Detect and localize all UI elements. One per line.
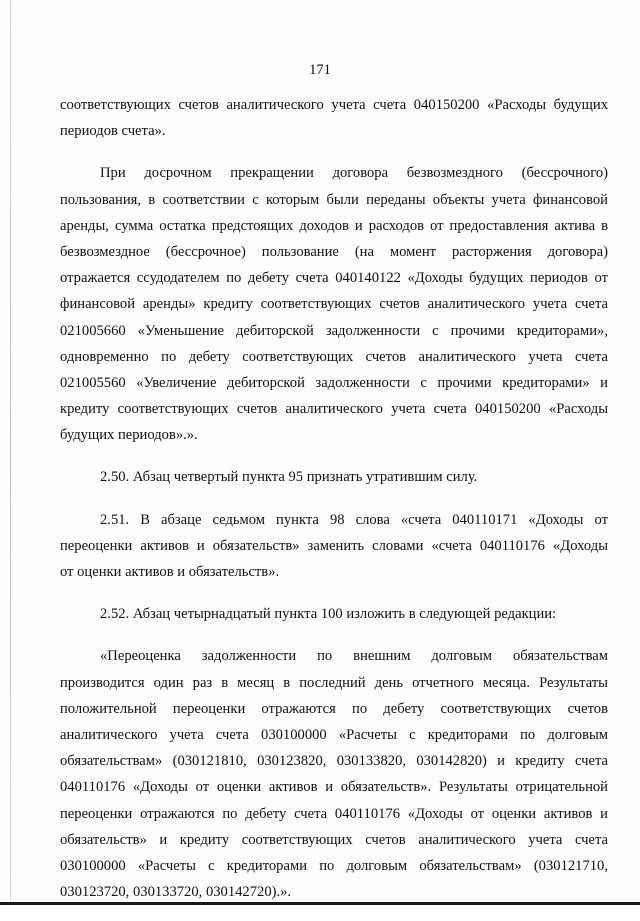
paragraph	[60, 160, 608, 448]
text-line: переоценки активов и обязательств» заменить словами «счета 040110176 «Доходы	[60, 537, 608, 554]
text-line: от оценки активов и обязательств».	[60, 564, 280, 580]
text-line: кредиту соответствующих счетов аналитического учета счета 040150200 «Расходы	[60, 401, 608, 418]
text-line: безвозмездное (бессрочное) пользование (на момент расторжения договора)	[60, 243, 608, 260]
page-number: 171	[309, 62, 331, 78]
text-line: обязательств» и кредиту соответствующих счетов аналитического учета счета	[60, 831, 608, 848]
paragraph	[60, 92, 608, 144]
text-line: 021005560 «Увеличение дебиторской задолженности с прочими кредиторами» и	[60, 374, 608, 391]
text-line: обязательствам» (030121810, 030123820, 030133820, 030142820) и кредиту счета	[60, 753, 608, 770]
text-line: 030100000 «Расчеты с кредиторами по долговым обязательствам» (030121710,	[60, 857, 608, 874]
paragraph	[60, 601, 608, 627]
paragraph	[60, 507, 608, 586]
paragraph	[60, 464, 608, 490]
text-line: «Переоценка задолженности по внешним долговым обязательствам	[100, 648, 608, 665]
text-line: 2.52. Абзац четырнадцатый пункта 100 изложить в следующей редакции:	[100, 606, 557, 623]
text-line: производится один раз в месяц в последний день отчетного месяца. Результаты	[60, 674, 608, 691]
text-line: При досрочном прекращении договора безвозмездного (бессрочного)	[100, 165, 608, 182]
page-left-edge	[10, 0, 11, 905]
text-line: аналитического учета счета 030100000 «Расчеты с кредиторами по долговым	[60, 726, 608, 743]
text-line: переоценки отражаются по дебету счета 040110176 «Доходы от оценки активов и	[60, 805, 608, 822]
text-line: будущих периодов».».	[60, 427, 198, 444]
text-line: отражается ссудодателем по дебету счета 040140122 «Доходы будущих периодов от	[60, 270, 608, 287]
text-line: 2.50. Абзац четвертый пункта 95 признать утратившим силу.	[100, 469, 478, 486]
text-line: периодов счета».	[60, 123, 166, 140]
text-line: аренды, сумма остатка предстоящих доходов и расходов от предоставления актива в	[60, 217, 608, 234]
text-line: одновременно по дебету соответствующих счетов аналитического учета счета	[60, 348, 608, 365]
text-line: положительной переоценки отражаются по дебету соответствующих счетов	[60, 700, 608, 717]
document-body	[60, 92, 608, 921]
text-line: 2.51. В абзаце седьмом пункта 98 слова «счета 040110171 «Доходы от	[100, 511, 608, 528]
text-line: пользования, в соответствии с которым были переданы объекты учета финансовой	[60, 191, 608, 208]
text-line: соответствующих счетов аналитического учета счета 040150200 «Расходы будущих	[60, 97, 608, 113]
text-line: 040110176 «Доходы от оценки активов и обязательств». Результаты отрицательной	[60, 779, 608, 796]
text-line: 030123720, 030133720, 030142720).».	[60, 884, 292, 901]
text-line: 021005660 «Уменьшение дебиторской задолженности с прочими кредиторами»,	[60, 322, 608, 339]
text-line: финансовой аренды» кредиту соответствующих счетов аналитического учета счета	[60, 296, 608, 313]
paragraph	[60, 643, 608, 905]
